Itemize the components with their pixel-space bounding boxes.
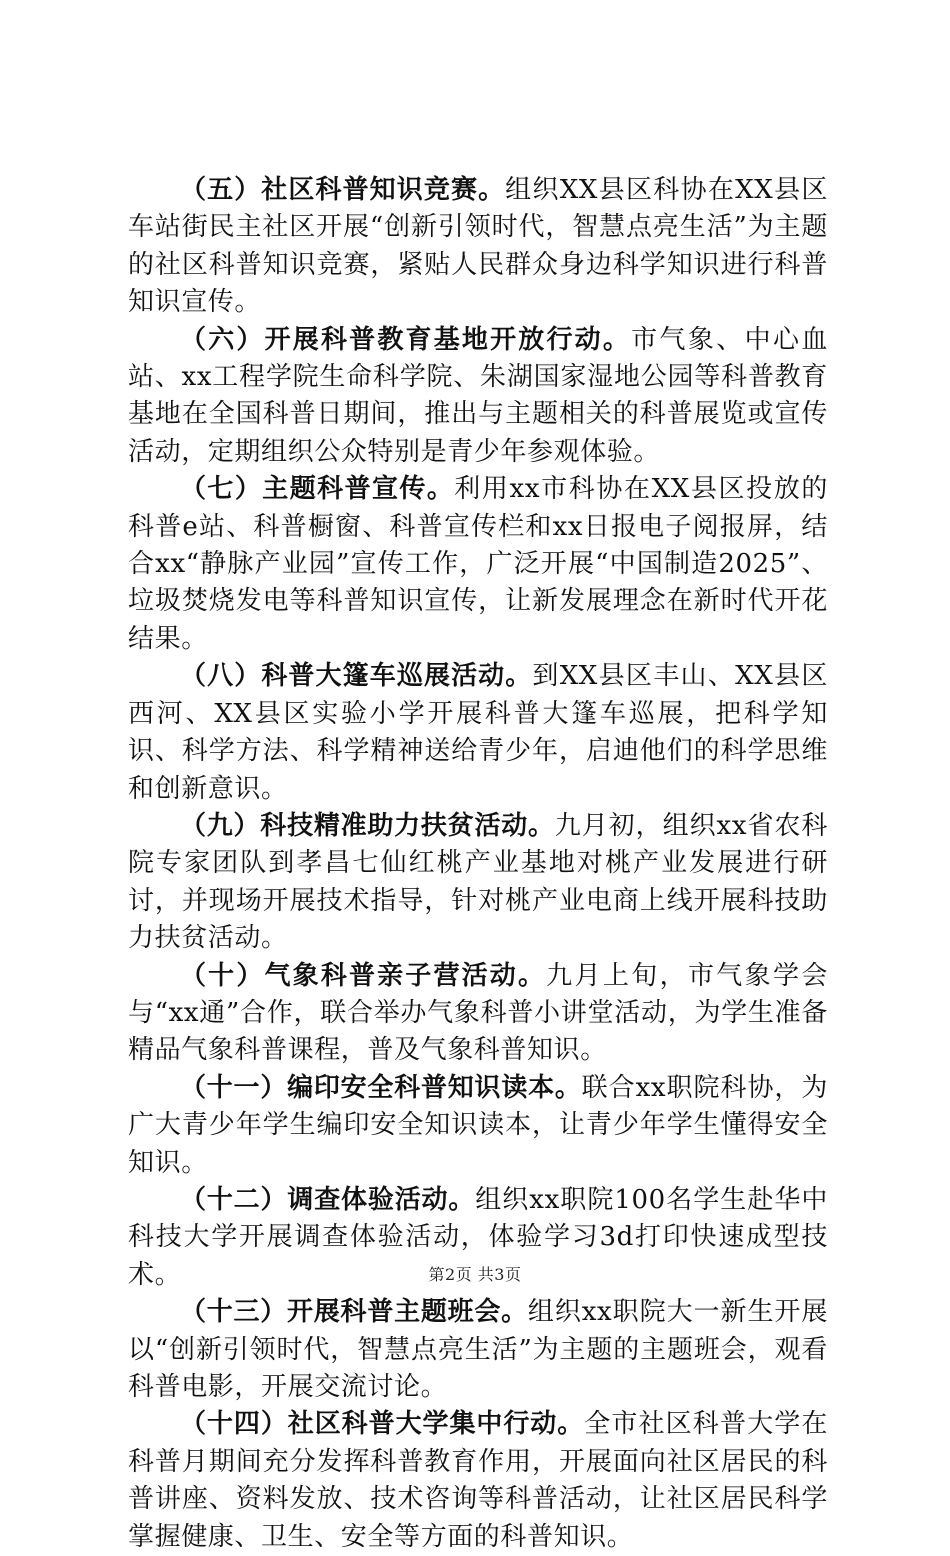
paragraph-text: 利用xx市科协在XX县区投放的科普e站、科普橱窗、科普宣传栏和xx日报电子阅报屏，结合xx“静脉产业园”宣传工作，广泛开展“中国制造2025”、垃圾焚烧发电等科普知识宣传，让新发展理念在新时代开花结果。	[128, 474, 828, 654]
paragraph-text: 组织xx职院100名学生赴华中科技大学开展调查体验活动，体验学习3d打印快速成型技术。	[128, 1184, 829, 1290]
paragraph-text: 联合xx职院科协，为广大青少年学生编印安全知识读本，让青少年学生懂得安全知识。	[128, 1072, 828, 1178]
paragraph-text: 九月上旬，市气象学会与“xx通”合作，联合举办气象科普小讲堂活动，为学生准备精品气象科普课程，普及气象科普知识。	[128, 960, 828, 1066]
paragraph-heading: （七）主题科普宣传。	[180, 474, 455, 505]
paragraph-8	[128, 658, 828, 808]
paragraph-text: 组织XX县区科协在XX县区车站街民主社区开展“创新引领时代，智慧点亮生活”为主题的社区科普知识竞赛，紧贴人民群众身边科学知识进行科普知识宣传。	[128, 175, 828, 318]
paragraph-heading: （六）开展科普教育基地开放行动。	[180, 324, 632, 355]
page-footer	[0, 1262, 950, 1285]
paragraph-text: 九月初，组织xx省农科院专家团队到孝昌七仙红桃产业基地对桃产业发展进行研讨，并现场开展技术指导，针对桃产业电商上线开展科技助力扶贫活动。	[128, 810, 828, 954]
paragraph-heading: （五）社区科普知识竞赛。	[180, 175, 506, 205]
paragraph-text: 组织xx职院大一新生开展以“创新引领时代，智慧点亮生活”为主题的主题班会，观看科普电影，开展交流讨论。	[128, 1297, 828, 1402]
paragraph-text: 到XX县区丰山、XX县区西河、XX县区实验小学开展科普大篷车巡展，把科学知识、科学方法、科学精神送给青少年，启迪他们的科学思维和创新意识。	[128, 661, 828, 804]
paragraph-heading: （十一）编印安全科普知识读本。	[180, 1072, 582, 1103]
paragraph-heading: （十三）开展科普主题班会。	[180, 1297, 528, 1328]
document-body	[128, 172, 828, 1556]
paragraph-6	[128, 322, 828, 472]
paragraph-heading: （十）气象科普亲子营活动。	[180, 960, 547, 991]
paragraph-7	[128, 471, 828, 658]
paragraph-10	[128, 958, 828, 1070]
paragraph-13	[128, 1294, 828, 1406]
paragraph-text: 全市社区科普大学在科普月期间充分发挥科普教育作用，开展面向社区居民的科普讲座、资料发放、技术咨询等科普活动，让社区居民科学掌握健康、卫生、安全等方面的科普知识。	[128, 1409, 828, 1552]
paragraph-11	[128, 1070, 828, 1182]
paragraph-text: 市气象、中心血站、xx工程学院生命科学院、朱湖国家湿地公园等科普教育基地在全国科普日期间，推出与主题相关的科普展览或宣传活动，定期组织公众特别是青少年参观体验。	[128, 324, 829, 467]
paragraph-14	[128, 1406, 828, 1556]
paragraph-heading: （八）科普大篷车巡展活动。	[180, 661, 533, 692]
paragraph-9	[128, 808, 828, 958]
paragraph-heading: （九）科技精准助力扶贫活动。	[180, 810, 555, 841]
paragraph-5	[128, 172, 828, 322]
page-number: 第2页 共3页	[428, 1265, 522, 1284]
paragraph-heading: （十二）调查体验活动。	[180, 1184, 476, 1215]
paragraph-heading: （十四）社区科普大学集中行动。	[180, 1409, 585, 1440]
